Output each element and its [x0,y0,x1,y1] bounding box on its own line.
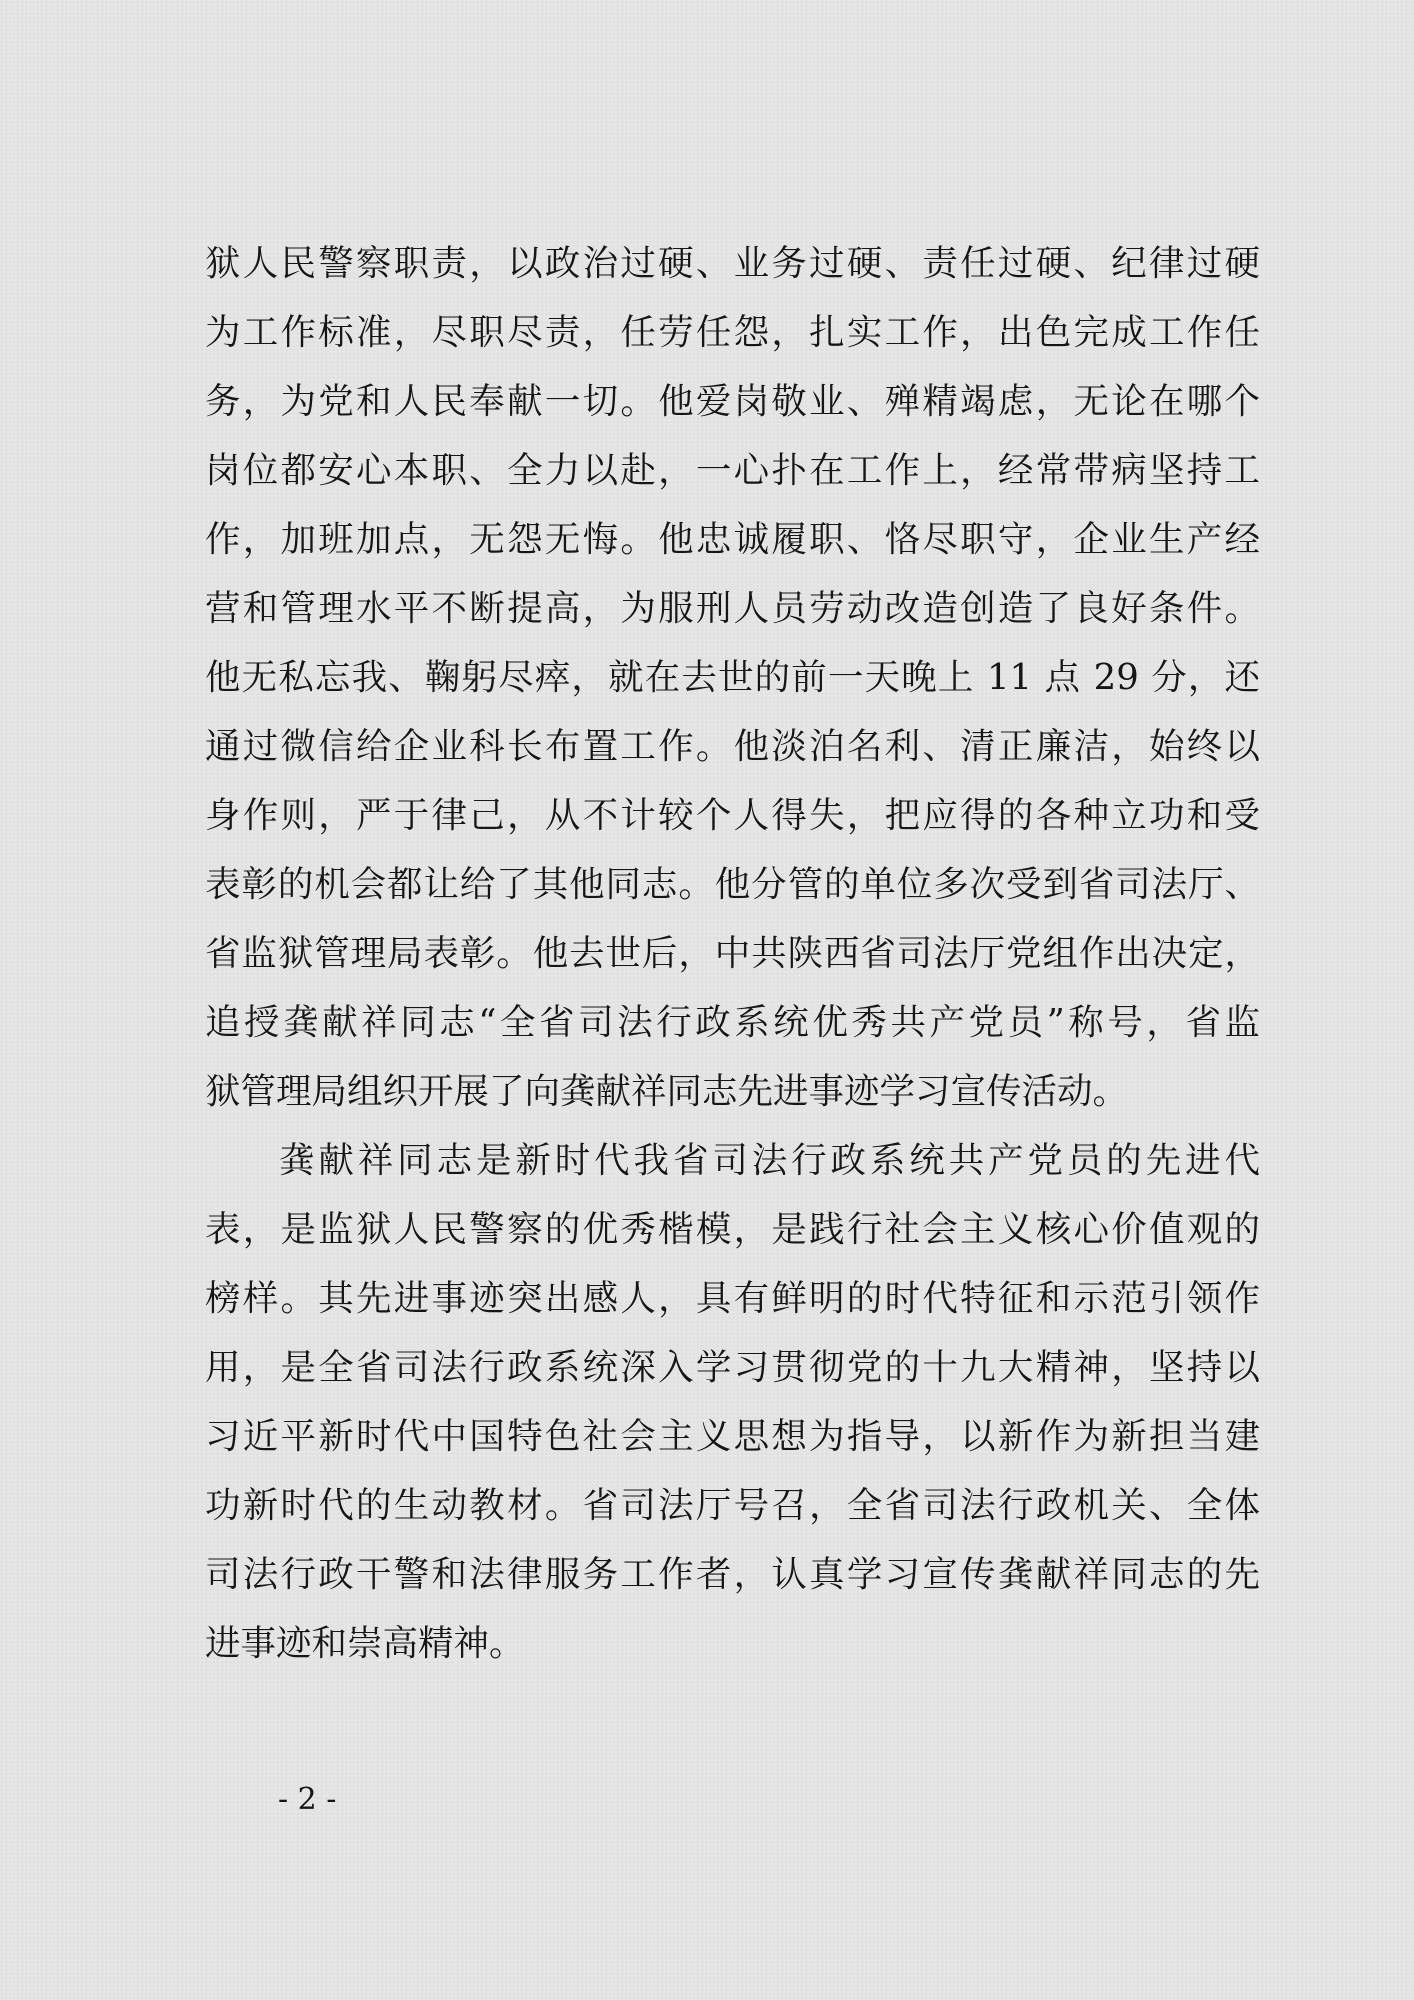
paragraph-first-line: 龚献祥同志是新时代我省司法行政系统共产党员的先进代 [279,1140,1260,1181]
text-line: 省监狱管理局表彰。他去世后，中共陕西省司法厅党组作出决定， [205,933,1260,974]
text-line: 进事迹和崇高精神。 [205,1623,525,1664]
text-line: 司法行政干警和法律服务工作者，认真学习宣传龚献祥同志的先 [205,1554,1260,1595]
text-line: 作，加班加点，无怨无悔。他忠诚履职、恪尽职守，企业生产经 [205,519,1260,560]
page-number: - 2 - [278,1782,337,1817]
text-line: 习近平新时代中国特色社会主义思想为指导，以新作为新担当建 [205,1416,1260,1457]
text-line: 为工作标准，尽职尽责，任劳任怨，扎实工作，出色完成工作任 [205,312,1260,353]
text-line: 狱人民警察职责，以政治过硬、业务过硬、责任过硬、纪律过硬 [205,243,1260,284]
text-line: 追授龚献祥同志“全省司法行政系统优秀共产党员”称号，省监 [205,1002,1260,1043]
text-line: 营和管理水平不断提高，为服刑人员劳动改造创造了良好条件。 [205,588,1260,629]
text-line: 表，是监狱人民警察的优秀楷模，是践行社会主义核心价值观的 [205,1209,1260,1250]
text-line: 他无私忘我、鞠躬尽瘁，就在去世的前一天晚上 11 点 29 分，还 [205,657,1260,698]
text-line: 表彰的机会都让给了其他同志。他分管的单位多次受到省司法厅、 [205,864,1260,905]
text-line: 功新时代的生动教材。省司法厅号召，全省司法行政机关、全体 [205,1485,1260,1526]
text-line: 狱管理局组织开展了向龚献祥同志先进事迹学习宣传活动。 [205,1071,1129,1112]
text-line: 榜样。其先进事迹突出感人，具有鲜明的时代特征和示范引领作 [205,1278,1260,1319]
text-line: 身作则，严于律己，从不计较个人得失，把应得的各种立功和受 [205,795,1260,836]
text-line: 通过微信给企业科长布置工作。他淡泊名利、清正廉洁，始终以 [205,726,1260,767]
text-line: 用，是全省司法行政系统深入学习贯彻党的十九大精神，坚持以 [205,1347,1260,1388]
text-line: 岗位都安心本职、全力以赴，一心扑在工作上，经常带病坚持工 [205,450,1260,491]
text-line: 务，为党和人民奉献一切。他爱岗敬业、殚精竭虑，无论在哪个 [205,381,1260,422]
